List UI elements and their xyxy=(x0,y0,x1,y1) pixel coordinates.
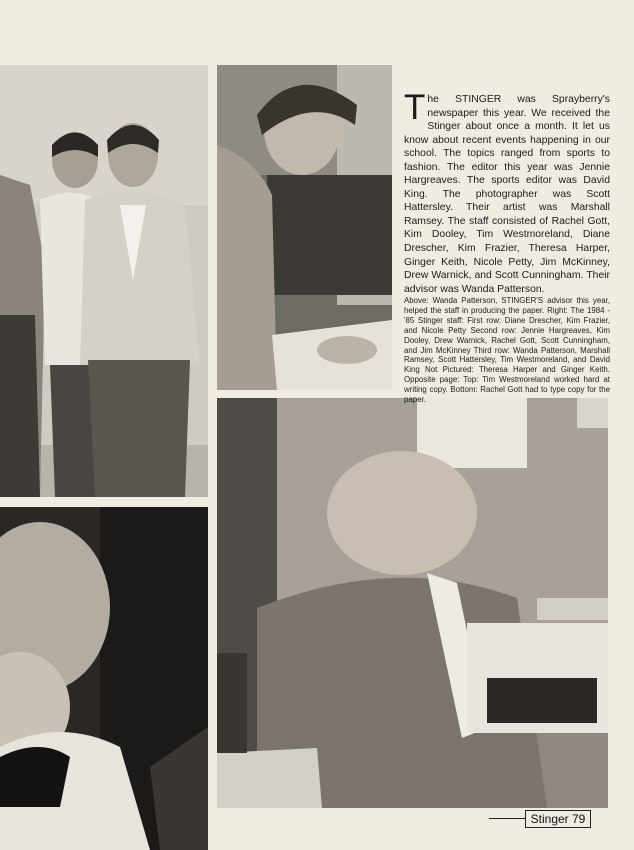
article-body xyxy=(404,88,610,296)
photo-typist xyxy=(217,398,608,808)
drop-cap: T xyxy=(404,88,426,127)
photo-staff-group xyxy=(0,65,208,497)
photo-advisor xyxy=(0,507,208,850)
article-text: he STINGER was Sprayberry's newspaper this year. We received the Stinger about once a month. It let us know about recent events happening in our school. The topics ranged from sports to fashion. The editor this year was Jennie Hargreaves. The sports editor was David King. The photographer was Scott Hattersley. Their artist was Marshall Ramsey. The staff consisted of Rachel Gott, Kim Dooley, Tim Westmoreland, Diane Drescher, Kim Frazier, Theresa Harper, Ginger Keith, Nicole Petty, Jim McKinney, Drew Warnick, and Scott Cunningham. Their advisor was Wanda Patterson. xyxy=(404,94,610,295)
footer-rule xyxy=(489,818,525,819)
page-folio: Stinger 79 xyxy=(525,810,591,828)
photo-writer xyxy=(217,65,392,390)
photo-caption: Above: Wanda Patterson, STINGER'S advisor this year, helped the staff in producing the paper. Right: The 1984 - '85 Stinger staff: First row: Diane Drescher, Kim Frazier, and Nicole Petty Second row: Jennie Hargreaves, Kim Dooley, Drew Warnick, Rachel Gott, Scott Cunningham, and Jim McKinney Third row: Wanda Patterson, Marshall Ramsey, Scott Hattersley, Tim Westmoreland, and David King Not Pictured: Theresa Harper and Ginger Keith. Opposite page: Top: Tim Westmoreland worked hard at writing copy. Bottom: Rachel Gott had to type copy for the paper. xyxy=(404,296,610,405)
